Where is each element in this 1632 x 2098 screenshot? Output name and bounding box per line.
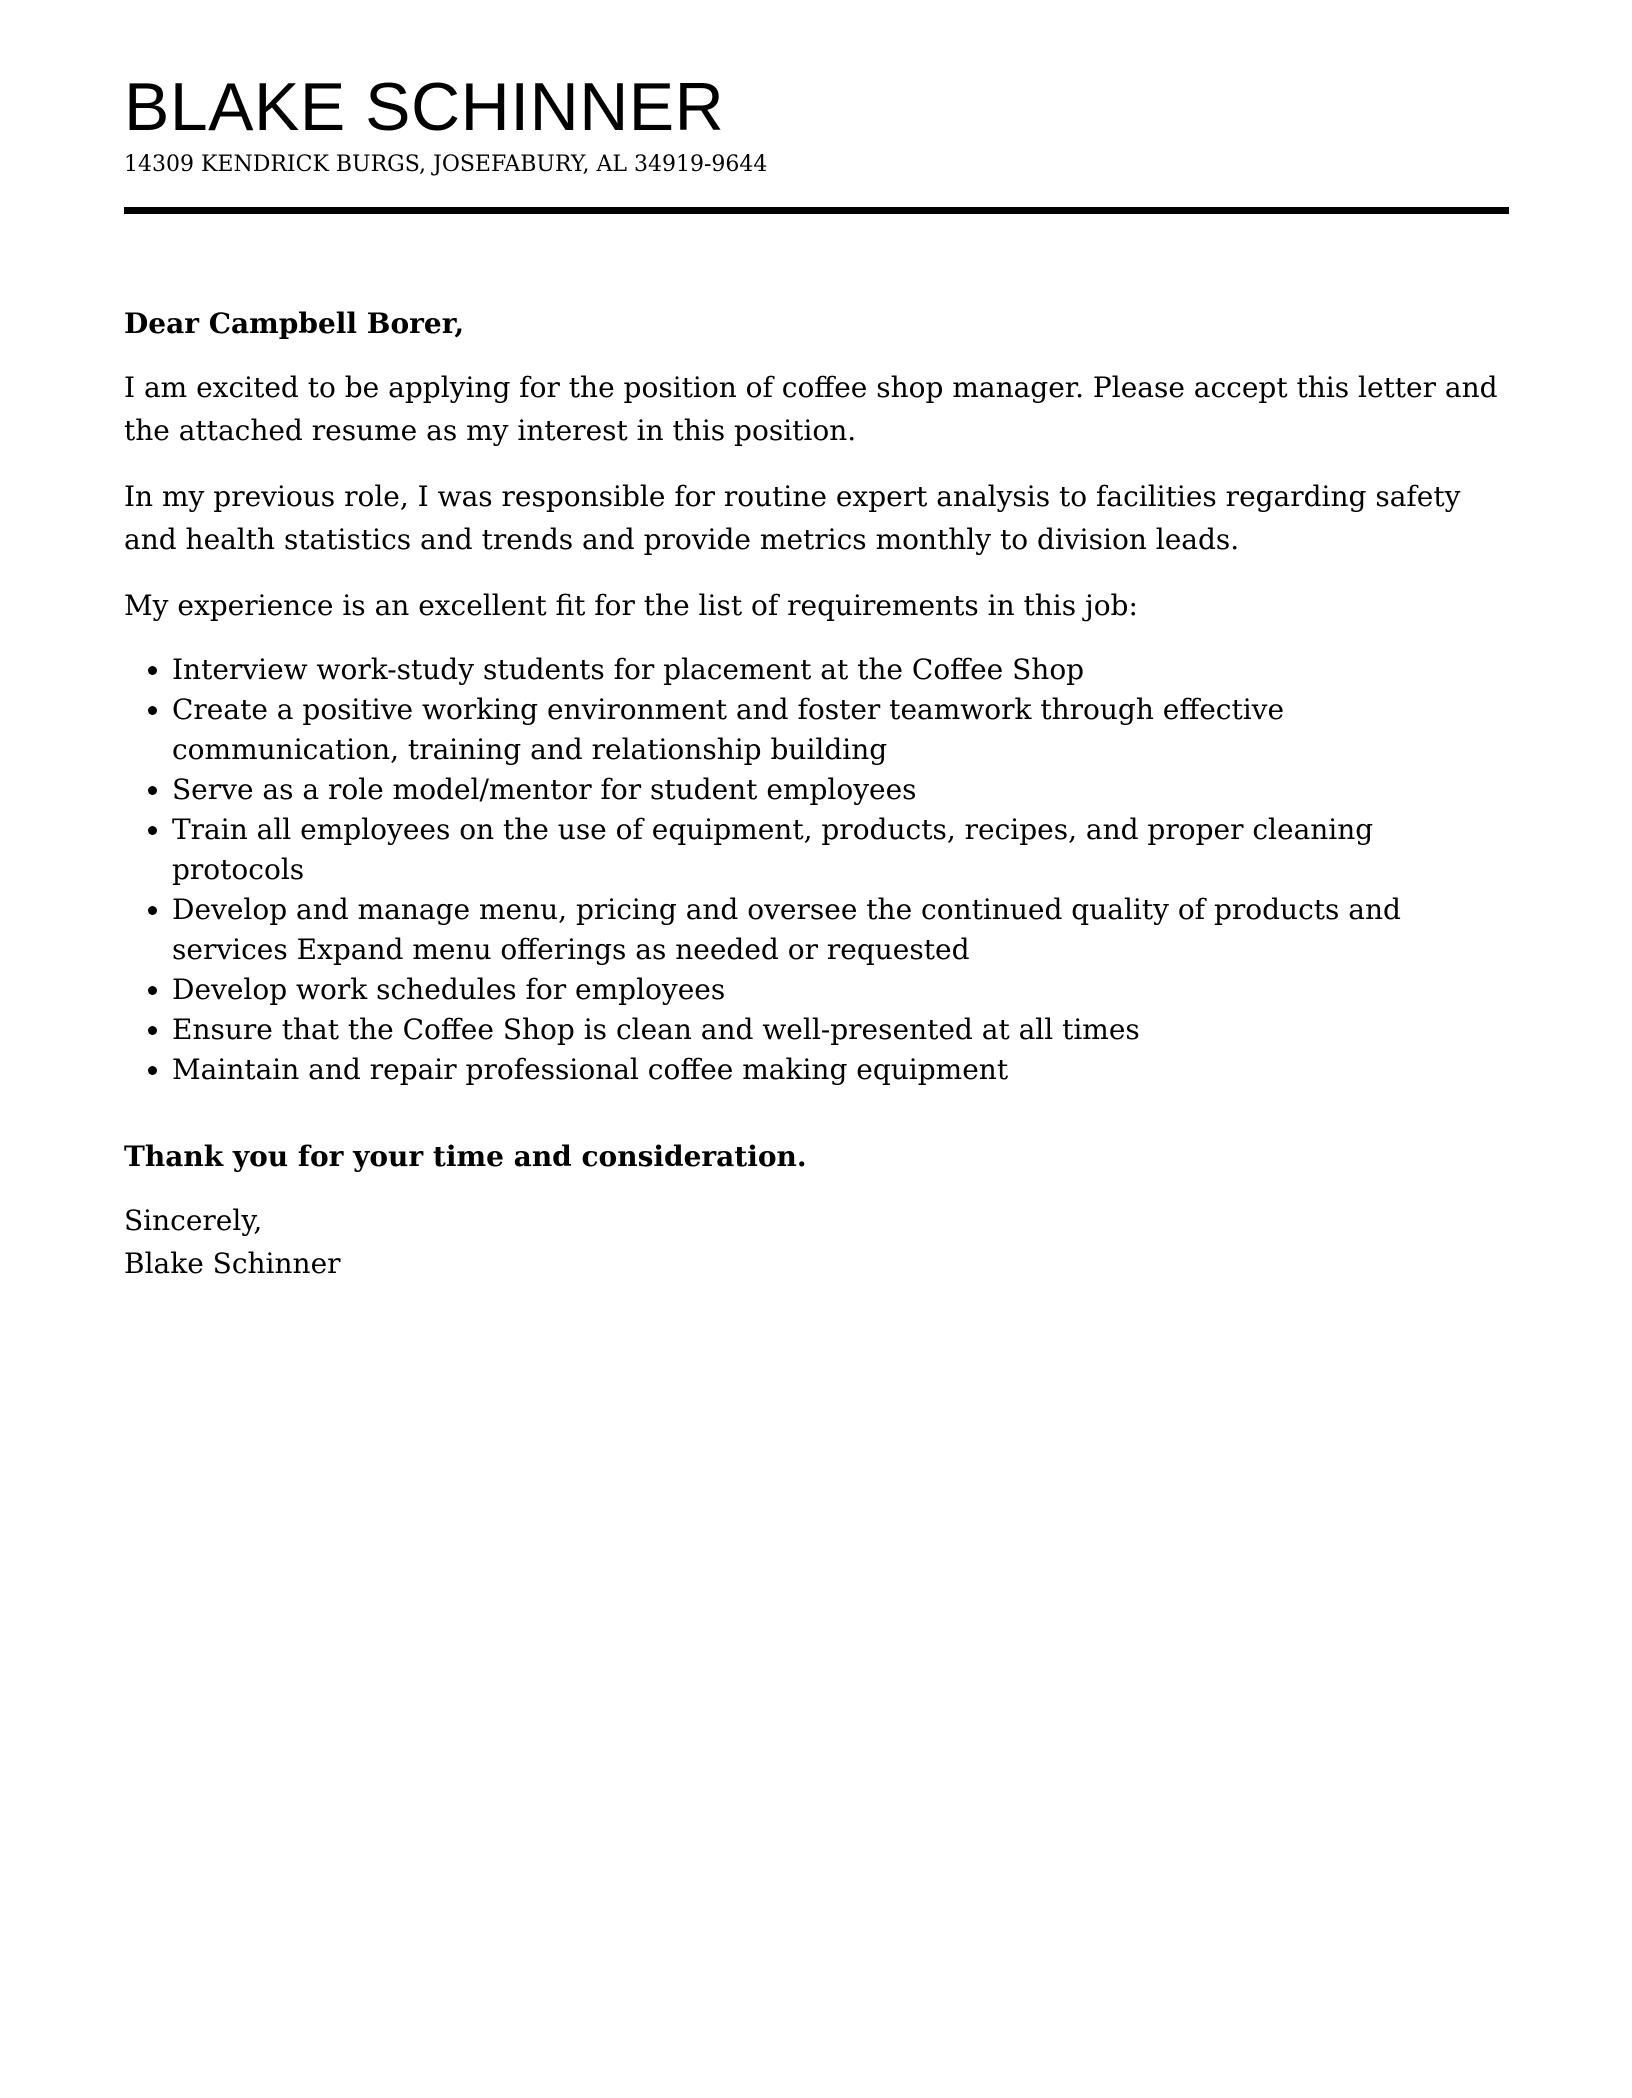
- closing-block: [124, 1199, 1509, 1285]
- requirements-intro: My experience is an excellent fit for the list of requirements in this job:: [124, 589, 1138, 622]
- applicant-name: BLAKE SCHINNER: [124, 69, 725, 145]
- applicant-address: 14309 KENDRICK BURGS, JOSEFABURY, AL 34919-9644: [124, 152, 768, 177]
- list-item: • Ensure that the Coffee Shop is clean and well-presented at all times: [172, 1010, 1509, 1050]
- list-item: • Interview work-study students for placement at the Coffee Shop: [172, 650, 1509, 690]
- list-item: • Maintain and repair professional coffee making equipment: [172, 1050, 1509, 1090]
- list-item: • Train all employees on the use of equipment, products, recipes, and proper cleaning protocols: [172, 810, 1509, 890]
- salutation: Dear Campbell Borer,: [124, 307, 465, 340]
- letter-body: [124, 302, 1509, 1285]
- list-item: • Develop and manage menu, pricing and oversee the continued quality of products and services Expand menu offerings as needed or requested: [172, 890, 1509, 970]
- requirements-list: [124, 650, 1509, 1090]
- list-item: • Serve as a role model/mentor for student employees: [172, 770, 1509, 810]
- signature-name: Blake Schinner: [124, 1247, 341, 1280]
- intro-paragraph: I am excited to be applying for the position of coffee shop manager. Please accept this letter and the attached resume as my interest in this position.: [124, 371, 1498, 447]
- header-divider: [124, 207, 1509, 214]
- closing-word: Sincerely,: [124, 1204, 263, 1237]
- list-item: • Create a positive working environment and foster teamwork through effective communication, training and relationship building: [172, 690, 1509, 770]
- thank-you-line: Thank you for your time and consideration.: [124, 1140, 807, 1173]
- list-item: • Develop work schedules for employees: [172, 970, 1509, 1010]
- experience-paragraph: In my previous role, I was responsible for routine expert analysis to facilities regarding safety and health statistics and trends and provide metrics monthly to division leads.: [124, 480, 1461, 556]
